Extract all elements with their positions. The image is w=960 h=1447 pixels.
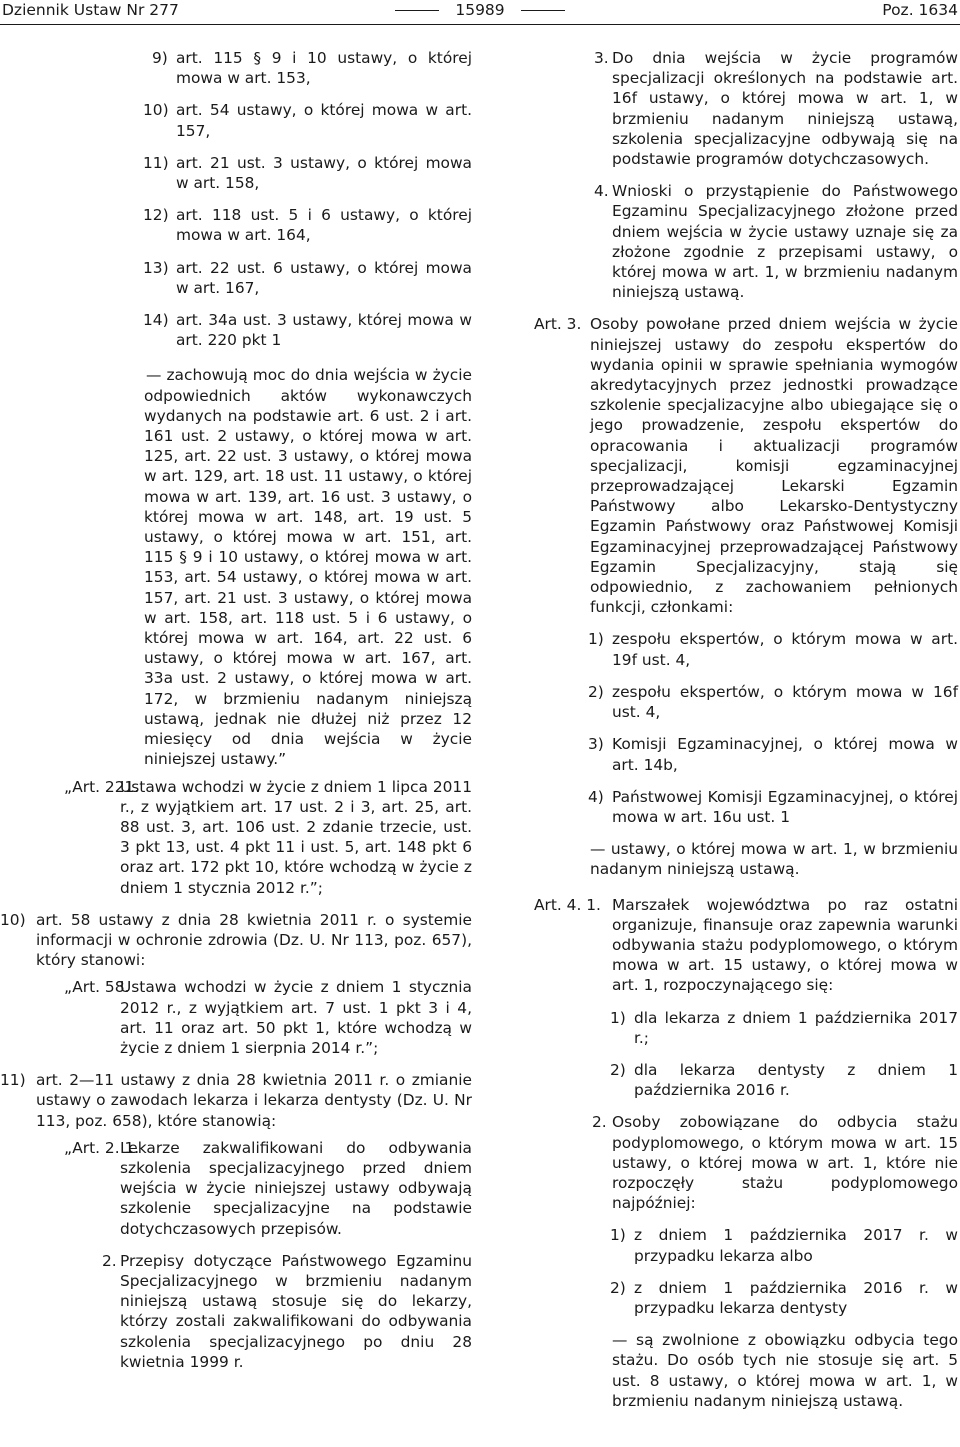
list-item-text: dla lekarza dentysty z dniem 1 października 2016 r. [634, 1060, 958, 1100]
article-text: Lekarze zakwalifikowani do odbywania szkolenia specjalizacyjnego przed dniem wejścia w życie niniejszej ustawy odbywają szkolenie specjalizacyjne na podstawie dotychczasowych przepisów. [120, 1138, 472, 1238]
sub-item-text: art. 118 ust. 5 i 6 ustawy, o której mowa w art. 164, [176, 206, 472, 245]
article-58 [0, 977, 472, 1058]
page-number: 15989 [455, 1, 505, 19]
paragraph-4 [488, 181, 958, 302]
list-item [488, 1060, 958, 1100]
sub-item [0, 258, 472, 298]
article-number: Art. 4. 1. [534, 895, 601, 914]
list-item-number: 1) [610, 1008, 626, 1027]
article-text: Ustawa wchodzi w życie z dniem 1 lipca 2011 r., z wyjątkiem art. 17 ust. 2 i 3, art. 25, art. 88 ust. 3, art. 106 ust. 2 zdanie trzecie, ust. 3 pkt 13, ust. 4 pkt 11 i ust. 5, art. 148 pkt 6 oraz art. 172 pkt 10, które wchodzą w życie z dniem 1 stycznia 2012 r.”; [120, 777, 472, 897]
item-number: 11) [0, 1071, 26, 1090]
list-item [488, 734, 958, 774]
sub-item-number: 14) [143, 311, 169, 330]
article-2-paragraph-2 [0, 1251, 472, 1372]
position-number: Poz. 1634 [882, 1, 958, 19]
paragraph-number: 3. [594, 49, 609, 67]
paragraph-number: 4. [594, 182, 609, 201]
article-4-tail: — są zwolnione z obowiązku odbycia tego stażu. Do osób tych nie stosuje się art. 5 ust. 8 ustawy, o której mowa w art. 1, w brzmieniu nadanym niniejszą ustawą. [612, 1331, 958, 1410]
article-4-paragraph-2 [488, 1112, 958, 1213]
journal-title: Dziennik Ustaw Nr 277 [2, 1, 179, 19]
dash-right [521, 10, 565, 11]
sub-item-number: 11) [143, 153, 169, 172]
list-item [488, 787, 958, 827]
paragraph-text: Przepisy dotyczące Państwowego Egzaminu Specjalizacyjnego w brzmieniu nadanym niniejszą ustawą stosuje się do lekarzy, którzy zostali zakwalifikowani do odbywania szkolenia specjalizacyjnego po dniu 28 kwietnia 1999 r. [120, 1251, 472, 1371]
list-item-text: z dniem 1 października 2016 r. w przypadku lekarza dentysty [634, 1278, 958, 1317]
article-text: Osoby powołane przed dniem wejścia w życie niniejszej ustawy do zespołu ekspertów do wydania opinii w sprawie spełniania wymogów akredytacyjnych przez jednostki prowadzące szkolenie specjalizacyjne albo ubiegające się o jego prowadzenie, zespołu ekspertów do opracowania i aktualizacji programów specjalizacji, komisji egzaminacyjnej przeprowadzającej Lekarski Egzamin Państwowy albo Lekarsko-Dentystyczny Egzamin Państwowy oraz Państwowej Komisji Egzaminacyjnej przeprowadzającej Państwowy Egzamin Specjalizacyjny, stają się odpowiednio, z zachowaniem pełnionych funkcji, członkami: [590, 315, 958, 617]
list-item-number: 1) [588, 630, 604, 649]
header-rule [0, 24, 960, 25]
article-3-tail: — ustawy, o której mowa w art. 1, w brzmieniu nadanym niniejszą ustawą. [590, 840, 958, 879]
article-text: Ustawa wchodzi w życie z dniem 1 stycznia 2012 r., z wyjątkiem art. 7 ust. 1 pkt 3 i 4, art. 11 oraz art. 50 pkt 1, które wchodzą w życie z dniem 1 sierpnia 2014 r.”; [120, 978, 472, 1057]
list-item-number: 2) [588, 682, 604, 701]
list-item [488, 1225, 958, 1265]
sub-item-number: 13) [143, 258, 169, 277]
paragraph-text: Osoby zobowiązane do odbycia stażu podyplomowego, o którym mowa w art. 15 ustawy, o której mowa w art. 1, które nie rozpoczęły stażu podyplomowego najpóźniej: [612, 1113, 958, 1213]
sub-item [0, 310, 472, 350]
article-3 [488, 314, 958, 617]
list-item-number: 1) [610, 1226, 626, 1245]
article-number: Art. 3. [534, 315, 582, 334]
paragraph-text: Do dnia wejścia w życie programów specjalizacji określonych na podstawie art. 16f ustawy, o której mowa w art. 1, w brzmieniu nadanym niniejszą ustawą, szkolenia specjalizacyjne odbywają się na podstawie programów dotychczasowych. [612, 49, 958, 169]
list-item-number: 4) [588, 787, 604, 806]
list-item [488, 629, 958, 669]
article-number: „Art. 58. [64, 978, 130, 997]
sub-item [0, 48, 472, 88]
article-221 [0, 777, 472, 898]
sub-item-text: art. 54 ustawy, o której mowa w art. 157, [176, 101, 472, 140]
amendment-item-10 [0, 910, 472, 971]
list-item-text: dla lekarza z dniem 1 października 2017 r.; [634, 1008, 958, 1047]
page-number-block [0, 1, 960, 19]
paragraph-text: Wnioski o przystąpienie do Państwowego Egzaminu Specjalizacyjnego złożone przed dniem wejścia w życie ustawy uznaje się za złożone zgodnie z przepisami ustawy, o której mowa w art. 1, w brzmieniu nadanym niniejszą ustawą. [612, 182, 958, 302]
sub-item-number: 10) [143, 101, 169, 120]
left-column [0, 48, 472, 1372]
list-item [488, 1008, 958, 1048]
list-item-text: Komisji Egzaminacyjnej, o której mowa w art. 14b, [612, 735, 958, 774]
list-item [488, 682, 958, 722]
sub-item-text: art. 34a ust. 3 ustawy, której mowa w art. 220 pkt 1 [176, 311, 472, 350]
sub-item-text: art. 22 ust. 6 ustawy, o której mowa w art. 167, [176, 258, 472, 297]
article-2-paragraph-1 [0, 1138, 472, 1239]
paragraph-number: 2. [592, 1113, 607, 1132]
list-item-text: Państwowej Komisji Egzaminacyjnej, o której mowa w art. 16u ust. 1 [612, 787, 958, 826]
list-item-number: 2) [610, 1278, 626, 1297]
sub-item-text: art. 21 ust. 3 ustawy, o której mowa w art. 158, [176, 153, 472, 193]
list-item-text: z dniem 1 października 2017 r. w przypadku lekarza albo [634, 1226, 958, 1265]
article-number: „Art. 221. [64, 777, 140, 796]
transitional-clause: — zachowują moc do dnia wejścia w życie odpowiednich aktów wykonawczych wydanych na podstawie art. 6 ust. 2 i art. 161 ust. 2 ustawy, o której mowa w art. 125, art. 22 ust. 3 ustawy, o której mowa w art. 129, art. 18 ust. 11 ustawy, o której mowa w art. 139, art. 16 ust. 3 ustawy, o której mowa w art. 148, art. 19 ust. 5 ustawy, o której mowa w art. 151, art. 115 § 9 i 10 ustawy, o której mowa w art. 153, art. 54 ustawy, o której mowa w art. 157, art. 21 ust. 3 ustawy, o której mowa w art. 158, art. 118 ust. 5 i 6 ustawy, o której mowa w art. 164, art. 22 ust. 6 ustawy, o której mowa w art. 167, art. 33a ust. 2 ustawy, o której mowa w art. 172, w brzmieniu nadanym niniejszą ustawą, jednak nie dłużej niż przez 12 miesięcy od dnia wejścia w życie niniejszej ustawy.” [144, 366, 472, 769]
list-item [488, 1278, 958, 1318]
sub-item [0, 205, 472, 245]
amendment-item-11 [0, 1070, 472, 1131]
list-item-text: zespołu ekspertów, o którym mowa w art. 19f ust. 4, [612, 630, 958, 669]
list-item-text: zespołu ekspertów, o którym mowa w 16f ust. 4, [612, 682, 958, 722]
list-item-number: 2) [610, 1060, 626, 1079]
right-column [488, 48, 958, 1411]
sub-item-number: 9) [152, 49, 168, 67]
article-text: Marszałek województwa po raz ostatni organizuje, finansuje oraz zapewnia warunki odbywania stażu podyplomowego, o którym mowa w art. 15 ustawy, o której mowa w art. 1, rozpoczynającego się: [612, 895, 958, 995]
dash-left [395, 10, 439, 11]
paragraph-number: 2. [102, 1251, 117, 1270]
sub-item [0, 153, 472, 193]
sub-item [0, 100, 472, 140]
item-text: art. 58 ustawy z dnia 28 kwietnia 2011 r. o systemie informacji w ochronie zdrowia (Dz. U. Nr 113, poz. 657), który stanowi: [36, 910, 472, 970]
item-text: art. 2—11 ustawy z dnia 28 kwietnia 2011 r. o zmianie ustawy o zawodach lekarza i lekarza dentysty (Dz. U. Nr 113, poz. 658), które stanowią: [36, 1071, 472, 1130]
list-item-number: 3) [588, 735, 604, 754]
sub-item-text: art. 115 § 9 i 10 ustawy, o której mowa w art. 153, [176, 49, 472, 88]
article-4-paragraph-1 [488, 895, 958, 996]
sub-item-number: 12) [143, 206, 169, 225]
item-number: 10) [0, 910, 26, 929]
page-header [0, 0, 960, 24]
article-number: „Art. 2. 1. [64, 1138, 140, 1157]
paragraph-3 [488, 48, 958, 169]
